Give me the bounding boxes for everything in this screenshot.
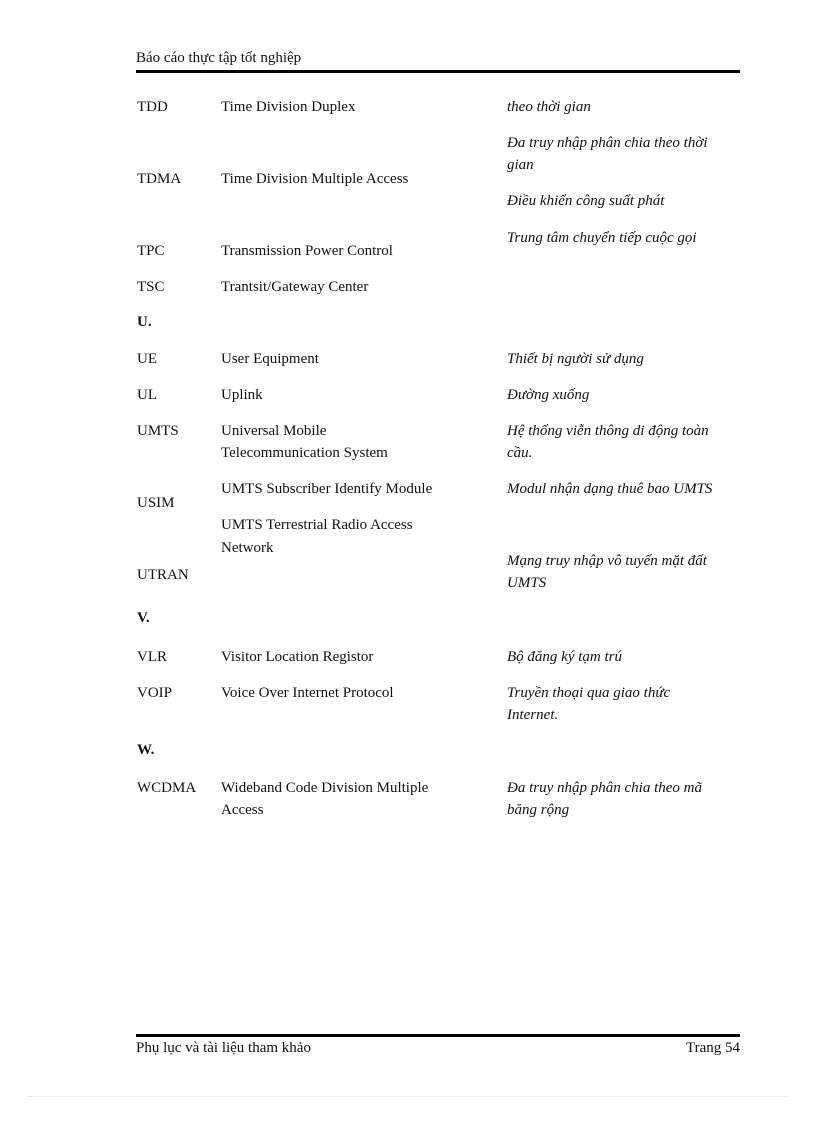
footer-rule [136,1034,740,1037]
abbr-cell: UE [137,351,157,367]
meaning-cell: Mạng truy nhập vô tuyến mặt đất [507,553,707,569]
meaning-cell: theo thời gian [507,99,591,115]
meaning-cell: băng rộng [507,802,570,818]
term-cell: Telecommunication System [221,445,388,461]
section-heading-w: W. [137,742,155,758]
abbr-cell: TSC [137,279,165,295]
term-cell: Uplink [221,387,263,403]
term-cell: Voice Over Internet Protocol [221,685,394,701]
term-cell: Wideband Code Division Multiple [221,780,429,796]
term-cell: Time Division Duplex [221,99,356,115]
term-cell: UMTS Subscriber Identify Module [221,481,433,497]
abbr-cell: TPC [137,243,165,259]
page-edge-divider [28,1096,788,1097]
abbr-cell: WCDMA [137,780,197,796]
term-cell: Transmission Power Control [221,243,393,259]
term-cell: Network [221,540,274,556]
section-heading-v: V. [137,610,150,626]
meaning-cell: Bộ đăng ký tạm trú [507,649,622,665]
meaning-cell: Đường xuống [507,387,590,403]
term-cell: Visitor Location Registor [221,649,374,665]
header-rule [136,70,740,73]
meaning-cell: Đa truy nhập phân chia theo mã [507,780,702,796]
abbr-cell: UL [137,387,157,403]
section-heading-u: U. [137,314,152,330]
abbr-cell: TDMA [137,171,182,187]
term-cell: Universal Mobile [221,423,327,439]
term-cell: User Equipment [221,351,319,367]
page-header-title: Báo cáo thực tập tốt nghiệp [136,50,302,66]
footer-left-text: Phụ lục và tài liệu tham khảo [136,1040,311,1056]
abbr-cell: UMTS [137,423,179,439]
term-cell: Time Division Multiple Access [221,171,409,187]
meaning-cell: Hệ thống viễn thông di động toàn [507,423,709,439]
term-cell: UMTS Terrestrial Radio Access [221,517,413,533]
meaning-cell: Đa truy nhập phân chia theo thời [507,135,708,151]
abbr-cell: UTRAN [137,567,189,583]
meaning-cell: UMTS [507,575,547,591]
meaning-cell: cầu. [507,445,533,461]
meaning-cell: Điều khiển công suất phát [507,193,665,209]
term-cell: Trantsit/Gateway Center [221,279,369,295]
page-number: Trang 54 [685,1040,740,1056]
meaning-cell: Modul nhận dạng thuê bao UMTS [507,481,713,497]
abbr-cell: VLR [137,649,167,665]
meaning-cell: Internet. [507,707,559,723]
abbr-cell: USIM [137,495,175,511]
meaning-cell: Trung tâm chuyển tiếp cuộc gọi [507,230,697,246]
meaning-cell: Truyền thoại qua giao thức [507,685,671,701]
abbr-cell: VOIP [137,685,173,701]
meaning-cell: Thiết bị người sử dụng [507,351,644,367]
term-cell: Access [221,802,264,818]
meaning-cell: gian [507,157,534,173]
abbr-cell: TDD [137,99,168,115]
